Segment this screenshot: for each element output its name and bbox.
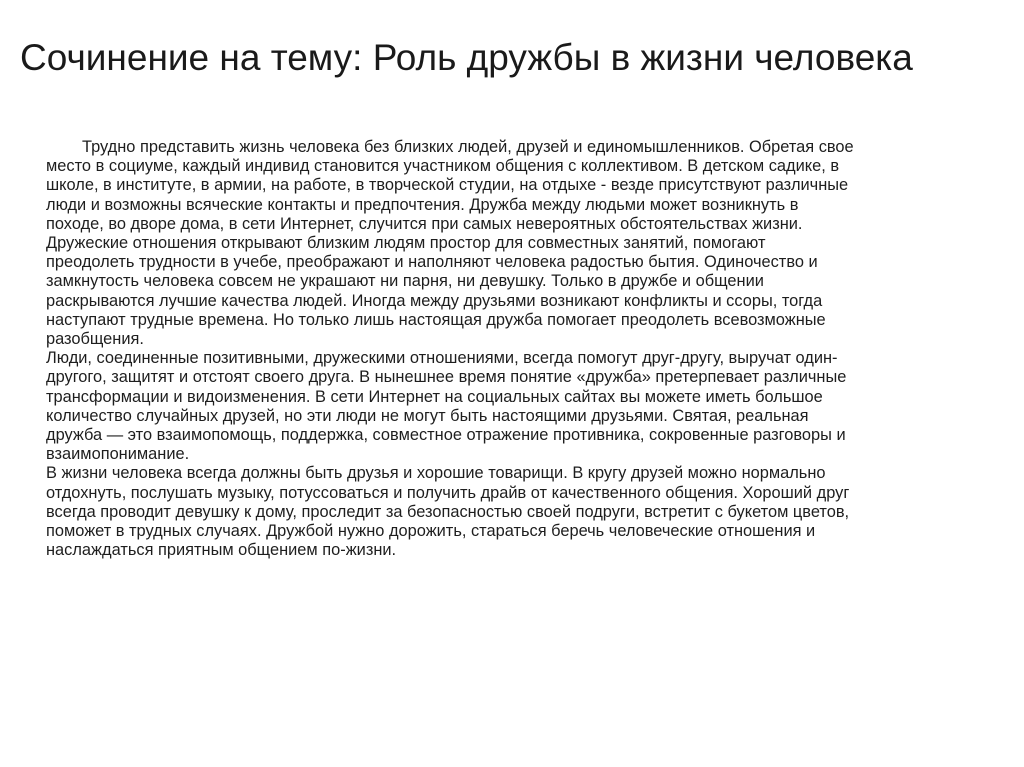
text-line: другого, защитят и отстоят своего друга. В нынешнее время понятие «дружба» претерпевает различные — [46, 368, 847, 387]
text-line: Трудно представить жизнь человека без близких людей, друзей и единомышленников. Обретая свое — [82, 138, 854, 156]
text-line: преодолеть трудности в учебе, преображают и наполняют человека радостью бытия. Одиночество и — [46, 253, 818, 272]
text-line: отдохнуть, послушать музыку, потуссоваться и получить драйв от качественного общения. Хороший друг — [46, 483, 850, 502]
text-line: трансформации и видоизменения. В сети Интернет на социальных сайтах вы можете иметь большое — [46, 387, 823, 406]
text-line: разобщения. — [46, 330, 144, 349]
page-title: Сочинение на тему: Роль дружбы в жизни человека — [20, 37, 913, 78]
text-line: взаимопонимание. — [46, 445, 190, 464]
text-line: наступают трудные времена. Но только лишь настоящая дружба помогает преодолеть всевозможные — [46, 310, 826, 329]
text-line: дружба — это взаимопомощь, поддержка, совместное отражение противника, сокровенные разговоры и — [46, 426, 846, 445]
text-line: люди и возможны всяческие контакты и предпочтения. Дружба между людьми может возникнуть в — [46, 195, 799, 214]
text-line: место в социуме, каждый индивид становится участником общения с коллективом. В детском садике, в — [46, 157, 840, 176]
text-line: В жизни человека всегда должны быть друзья и хорошие товарищи. В кругу друзей можно нормально — [46, 464, 826, 483]
text-line: замкнутость человека совсем не украшают ни парня, ни девушку. Только в дружбе и общении — [46, 272, 764, 291]
text-line: количество случайных друзей, но эти люди не могут быть настоящими друзьями. Святая, реальная — [46, 406, 809, 425]
text-line: Люди, соединенные позитивными, дружескими отношениями, всегда помогут друг-другу, выручат один- — [46, 349, 838, 368]
text-line: всегда проводит девушку к дому, проследит за безопасностью своей подруги, встретит с букетом цветов, — [46, 502, 850, 521]
essay-body — [46, 138, 1021, 560]
text-line: походе, во дворе дома, в сети Интернет, случится при самых невероятных обстоятельствах жизни. — [46, 214, 803, 233]
text-line: наслаждаться приятным общением по-жизни. — [46, 541, 397, 560]
text-line: поможет в трудных случаях. Дружбой нужно дорожить, стараться беречь человеческие отношения и — [46, 522, 816, 541]
text-line: раскрываются лучшие качества людей. Иногда между друзьями возникают конфликты и ссоры, тогда — [46, 291, 823, 310]
text-line: Дружеские отношения открывают близким людям простор для совместных занятий, помогают — [46, 234, 766, 253]
text-line: школе, в институте, в армии, на работе, в творческой студии, на отдыхе - везде присутствуют различные — [46, 176, 849, 195]
